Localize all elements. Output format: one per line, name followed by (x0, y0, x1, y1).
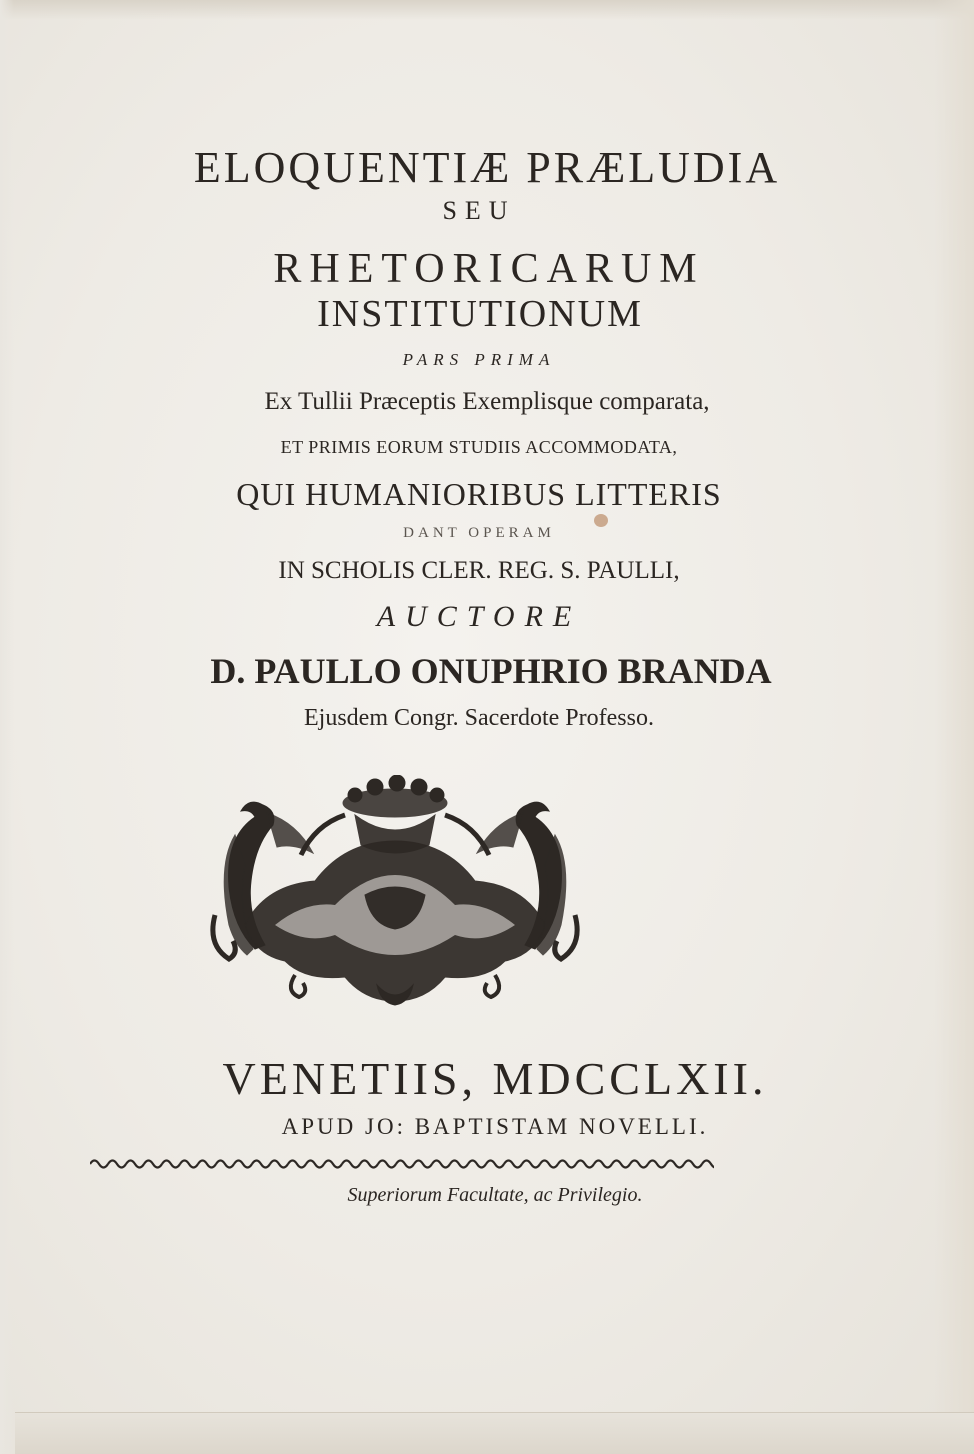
privilege-line: Superiorum Facultate, ac Privilegio. (347, 1184, 643, 1206)
paper-bottom-fold (15, 1412, 974, 1454)
paper-top-edge (0, 0, 974, 20)
title-line-4: INSTITUTIONUM (317, 293, 643, 335)
title-line-2: SEU (442, 196, 516, 225)
title-line-3: RHETORICARUM (273, 246, 705, 292)
auctore-label: AUCTORE (376, 600, 582, 633)
imprint-place-year: VENETIIS, MDCCLXII. (222, 1053, 768, 1104)
ornamental-rule (90, 1156, 714, 1172)
printers-ornament-icon (205, 775, 585, 1007)
subtitle-line-4: DANT OPERAM (403, 525, 555, 541)
subtitle-line-1: Ex Tullii Præceptis Exemplisque comparata, (264, 388, 710, 415)
part-label: PARS PRIMA (402, 350, 556, 369)
subtitle-line-5: IN SCHOLIS CLER. REG. S. PAULLI, (278, 557, 680, 584)
author-role: Ejusdem Congr. Sacerdote Professo. (304, 705, 654, 731)
author-name: D. PAULLO ONUPHRIO BRANDA (210, 651, 772, 691)
printer-line: APUD JO: BAPTISTAM NOVELLI. (281, 1114, 709, 1139)
subtitle-line-2: ET PRIMIS EORUM STUDIIS ACCOMMODATA, (280, 437, 678, 457)
subtitle-line-3: QUI HUMANIORIBUS LITTERIS (236, 476, 722, 512)
title-line-1: ELOQUENTIÆ PRÆLUDIA (193, 143, 781, 192)
